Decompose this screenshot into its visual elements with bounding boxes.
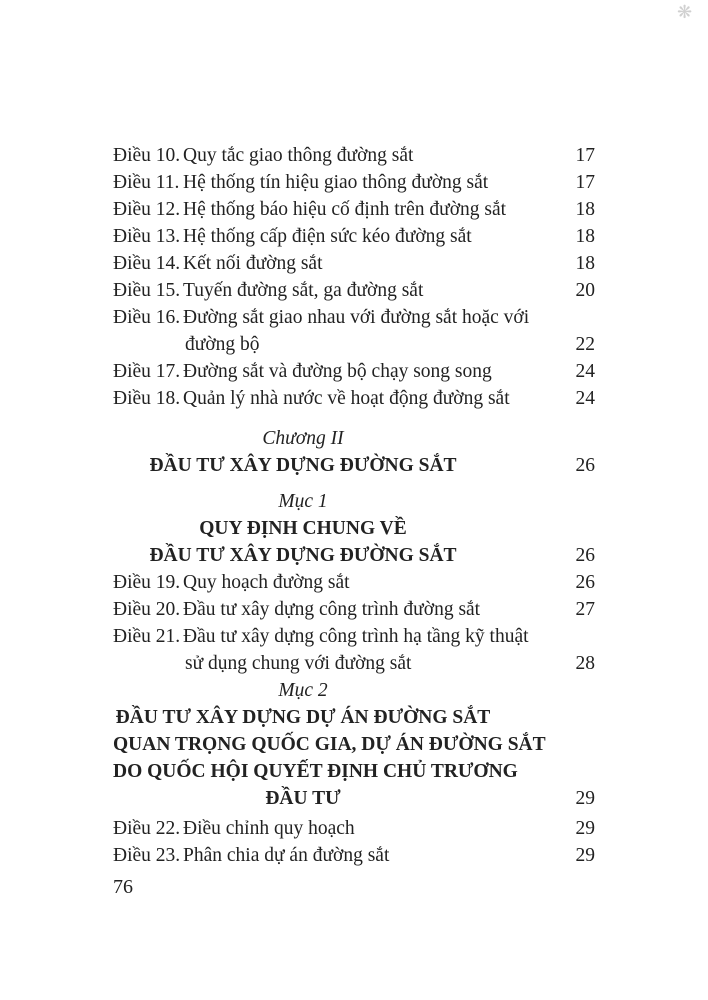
chapter-label: Chương II	[262, 428, 344, 449]
toc-entry-label: Điều 14.	[113, 253, 181, 274]
toc-entry-page-number: 26	[575, 455, 595, 476]
toc-entry-text	[113, 169, 545, 196]
toc-entry-label: Điều 18.	[113, 388, 181, 409]
toc-entry	[113, 815, 595, 842]
toc-entry	[113, 304, 595, 358]
toc-entry-page-number: 22	[575, 334, 595, 355]
toc-entry-text	[113, 385, 545, 412]
toc-entry-page-number: 29	[575, 845, 595, 866]
toc-entry-page-number: 24	[575, 388, 595, 409]
toc-entry-page-number: 20	[575, 280, 595, 301]
folio-page-number: 76	[113, 876, 133, 898]
toc-section-title-row	[113, 704, 595, 812]
toc-entry-page-number: 17	[575, 172, 595, 193]
toc-entry-title: Phân chia dự án đường sắt	[183, 845, 390, 866]
toc-entry-page-number: 18	[575, 253, 595, 274]
toc-entry-title: Hệ thống cấp điện sức kéo đường sắt	[183, 226, 472, 247]
toc-entry-label: Điều 22.	[113, 818, 181, 839]
toc-entry-text	[113, 304, 545, 358]
section-title-line: DO QUỐC HỘI QUYẾT ĐỊNH CHỦ TRƯƠNG	[113, 761, 518, 782]
toc-entry-page-number: 28	[575, 653, 595, 674]
toc-entry-label: Điều 11.	[113, 172, 180, 193]
toc-entry-text	[113, 142, 545, 169]
toc-entry	[113, 223, 595, 250]
toc-entry-page-number: 29	[575, 818, 595, 839]
toc-entry-text	[113, 196, 545, 223]
toc-entry-page-number: 18	[575, 226, 595, 247]
toc-entry	[113, 142, 595, 169]
toc-entry-title: Hệ thống báo hiệu cố định trên đường sắt	[183, 199, 507, 220]
toc-entry-text	[113, 250, 545, 277]
section-title	[113, 515, 545, 569]
toc-entry-page-number: 26	[575, 572, 595, 593]
toc-entry	[113, 385, 595, 412]
toc-entry-label: Điều 10.	[113, 145, 181, 166]
toc-entry-title: Hệ thống tín hiệu giao thông đường sắt	[183, 172, 489, 193]
toc-entry-title-continuation: sử dụng chung với đường sắt	[185, 653, 412, 674]
toc-entry	[113, 358, 595, 385]
toc-entry	[113, 250, 595, 277]
toc-entry-title: Quản lý nhà nước về hoạt động đường sắt	[183, 388, 510, 409]
chapter-title: ĐẦU TƯ XÂY DỰNG ĐƯỜNG SẮT	[149, 455, 457, 476]
table-of-contents	[113, 142, 595, 869]
toc-entry	[113, 569, 595, 596]
section-title-line: ĐẦU TƯ	[265, 788, 341, 809]
toc-entry-label: Điều 20.	[113, 599, 181, 620]
toc-entry-text	[113, 623, 545, 677]
toc-entry-title-continuation: đường bộ	[185, 334, 260, 355]
toc-entry-label: Điều 19.	[113, 572, 181, 593]
toc-entry-text	[113, 223, 545, 250]
toc-entry-title: Tuyến đường sắt, ga đường sắt	[183, 280, 424, 301]
flower-ornament-icon: ❋	[677, 2, 693, 23]
section-title-line: ĐẦU TƯ XÂY DỰNG DỰ ÁN ĐƯỜNG SẮT	[115, 707, 491, 728]
toc-entry-text	[113, 815, 545, 842]
toc-entry	[113, 596, 595, 623]
toc-entry-title: Quy tắc giao thông đường sắt	[183, 145, 414, 166]
toc-entry-page-number: 17	[575, 145, 595, 166]
toc-entry-label: Điều 16.	[113, 307, 181, 328]
section-title-line: QUAN TRỌNG QUỐC GIA, DỰ ÁN ĐƯỜNG SẮT	[113, 734, 546, 755]
toc-entry-label: Điều 17.	[113, 361, 181, 382]
toc-entry-title: Quy hoạch đường sắt	[183, 572, 350, 593]
toc-entry-text	[113, 277, 545, 304]
toc-entry-label: Điều 13.	[113, 226, 181, 247]
toc-entry-page-number: 26	[575, 545, 595, 566]
section-label: Mục 2	[278, 680, 328, 701]
toc-entry-title: Đầu tư xây dựng công trình hạ tầng kỹ thuật	[183, 626, 529, 647]
toc-entry-title: Kết nối đường sắt	[183, 253, 323, 274]
toc-entry-page-number: 18	[575, 199, 595, 220]
toc-entry-label: Điều 15.	[113, 280, 181, 301]
toc-entry-text	[113, 358, 545, 385]
toc-chapter-title-row	[113, 452, 595, 479]
toc-entry	[113, 842, 595, 869]
toc-entry-title: Đường sắt giao nhau với đường sắt hoặc với	[183, 307, 530, 328]
section-label: Mục 1	[278, 491, 328, 512]
toc-entry-label: Điều 21.	[113, 626, 181, 647]
section-title-line: QUY ĐỊNH CHUNG VỀ	[199, 518, 407, 539]
toc-entry-page-number: 29	[575, 788, 595, 809]
toc-entry-text	[113, 596, 545, 623]
toc-entry-page-number: 27	[575, 599, 595, 620]
toc-entry	[113, 169, 595, 196]
toc-entry	[113, 623, 595, 677]
toc-section-title-row	[113, 515, 595, 569]
toc-entry	[113, 277, 595, 304]
toc-entry	[113, 196, 595, 223]
section-title	[113, 704, 545, 812]
toc-entry-page-number: 24	[575, 361, 595, 382]
toc-section-label-row	[113, 488, 595, 515]
toc-entry-title: Điều chỉnh quy hoạch	[183, 818, 355, 839]
toc-entry-text	[113, 569, 545, 596]
toc-entry-text	[113, 842, 545, 869]
toc-section-label-row	[113, 677, 595, 704]
section-title-line: ĐẦU TƯ XÂY DỰNG ĐƯỜNG SẮT	[149, 545, 457, 566]
toc-entry-title: Đầu tư xây dựng công trình đường sắt	[183, 599, 481, 620]
toc-chapter-label-row	[113, 425, 595, 452]
toc-entry-label: Điều 12.	[113, 199, 181, 220]
toc-entry-title: Đường sắt và đường bộ chạy song song	[183, 361, 492, 382]
toc-entry-label: Điều 23.	[113, 845, 181, 866]
